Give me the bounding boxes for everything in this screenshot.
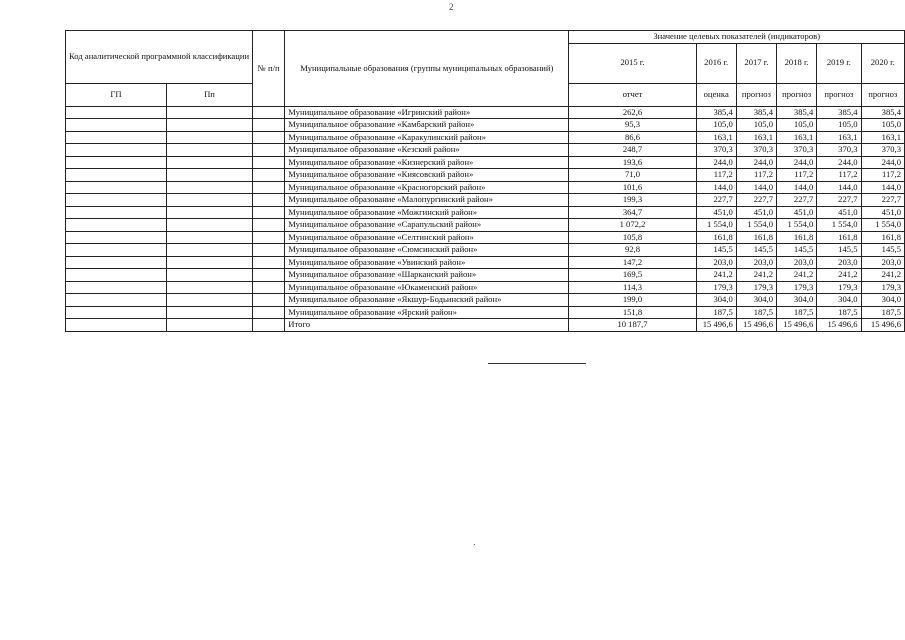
value-cell: 1 554,0 [696, 219, 736, 232]
value-cell: 117,2 [817, 169, 861, 182]
code-pp-cell [166, 106, 252, 119]
value-cell: 304,0 [777, 294, 817, 307]
value-cell: 227,7 [736, 194, 776, 207]
code-pp-cell [166, 219, 252, 232]
value-cell: 105,8 [569, 231, 696, 244]
value-cell: 71,0 [569, 169, 696, 182]
number-cell [253, 181, 285, 194]
value-cell: 145,5 [861, 244, 904, 257]
table-row [66, 131, 905, 144]
header-year: 2017 г. [736, 43, 776, 83]
code-gp-cell [66, 294, 167, 307]
header-gp: ГП [66, 83, 167, 106]
code-pp-cell [166, 169, 252, 182]
code-gp-cell [66, 319, 167, 332]
table-row [66, 244, 905, 257]
value-cell: 86,6 [569, 131, 696, 144]
municipality-cell: Муниципальное образование «Киясовский район» [285, 169, 569, 182]
municipality-cell: Муниципальное образование «Якшур-Бодьинский район» [285, 294, 569, 307]
code-gp-cell [66, 281, 167, 294]
value-cell: 203,0 [861, 256, 904, 269]
municipality-cell: Муниципальное образование «Кезский район» [285, 144, 569, 157]
value-cell: 147,2 [569, 256, 696, 269]
table-row [66, 206, 905, 219]
value-cell: 101,6 [569, 181, 696, 194]
value-cell: 161,8 [696, 231, 736, 244]
value-cell: 385,4 [696, 106, 736, 119]
value-cell: 203,0 [696, 256, 736, 269]
code-gp-cell [66, 131, 167, 144]
value-cell: 179,3 [817, 281, 861, 294]
code-gp-cell [66, 169, 167, 182]
value-cell: 385,4 [817, 106, 861, 119]
value-cell: 117,2 [777, 169, 817, 182]
value-cell: 1 554,0 [736, 219, 776, 232]
table-row [66, 319, 905, 332]
value-cell: 370,3 [696, 144, 736, 157]
table-row [66, 269, 905, 282]
value-cell: 244,0 [696, 156, 736, 169]
header-indicators: Значение целевых показателей (индикаторов) [569, 31, 905, 44]
value-cell: 187,5 [817, 306, 861, 319]
value-cell: 244,0 [861, 156, 904, 169]
municipality-cell: Муниципальное образование «Камбарский район» [285, 119, 569, 132]
number-cell [253, 319, 285, 332]
value-cell: 385,4 [777, 106, 817, 119]
value-cell: 193,6 [569, 156, 696, 169]
value-cell: 114,3 [569, 281, 696, 294]
value-cell: 163,1 [861, 131, 904, 144]
number-cell [253, 106, 285, 119]
value-cell: 385,4 [736, 106, 776, 119]
number-cell [253, 119, 285, 132]
number-cell [253, 294, 285, 307]
code-pp-cell [166, 156, 252, 169]
value-cell: 262,6 [569, 106, 696, 119]
value-cell: 241,2 [696, 269, 736, 282]
signature-line [488, 363, 586, 364]
code-gp-cell [66, 256, 167, 269]
code-gp-cell [66, 231, 167, 244]
value-cell: 15 496,6 [736, 319, 776, 332]
municipality-cell: Итого [285, 319, 569, 332]
header-number: № п/п [253, 31, 285, 107]
value-cell: 10 187,7 [569, 319, 696, 332]
header-pp: Пп [166, 83, 252, 106]
value-cell: 304,0 [817, 294, 861, 307]
value-cell: 117,2 [736, 169, 776, 182]
table-row [66, 181, 905, 194]
value-cell: 105,0 [696, 119, 736, 132]
header-year: 2018 г. [777, 43, 817, 83]
value-cell: 227,7 [777, 194, 817, 207]
number-cell [253, 256, 285, 269]
table-row [66, 144, 905, 157]
value-cell: 451,0 [696, 206, 736, 219]
value-cell: 451,0 [861, 206, 904, 219]
value-cell: 227,7 [696, 194, 736, 207]
code-pp-cell [166, 244, 252, 257]
value-cell: 95,3 [569, 119, 696, 132]
value-cell: 1 554,0 [777, 219, 817, 232]
value-cell: 241,2 [736, 269, 776, 282]
value-cell: 145,5 [817, 244, 861, 257]
value-cell: 187,5 [736, 306, 776, 319]
value-cell: 241,2 [817, 269, 861, 282]
municipality-cell: Муниципальное образование «Селтинский район» [285, 231, 569, 244]
number-cell [253, 244, 285, 257]
header-type: отчет [569, 83, 696, 106]
code-pp-cell [166, 231, 252, 244]
municipality-cell: Муниципальное образование «Кизнерский район» [285, 156, 569, 169]
value-cell: 105,0 [817, 119, 861, 132]
value-cell: 227,7 [861, 194, 904, 207]
municipality-cell: Муниципальное образование «Малопургинский район» [285, 194, 569, 207]
indicators-table [65, 30, 905, 332]
table-row [66, 306, 905, 319]
header-year: 2016 г. [696, 43, 736, 83]
value-cell: 161,8 [736, 231, 776, 244]
number-cell [253, 156, 285, 169]
value-cell: 1 554,0 [861, 219, 904, 232]
code-pp-cell [166, 256, 252, 269]
municipality-cell: Муниципальное образование «Ярский район» [285, 306, 569, 319]
value-cell: 163,1 [736, 131, 776, 144]
municipality-cell: Муниципальное образование «Каракулинский район» [285, 131, 569, 144]
header-code-group: Код аналитической программной классификации [66, 31, 253, 84]
code-gp-cell [66, 181, 167, 194]
value-cell: 241,2 [777, 269, 817, 282]
value-cell: 244,0 [777, 156, 817, 169]
value-cell: 244,0 [736, 156, 776, 169]
header-type: прогноз [817, 83, 861, 106]
value-cell: 117,2 [696, 169, 736, 182]
value-cell: 117,2 [861, 169, 904, 182]
table-row [66, 294, 905, 307]
value-cell: 161,8 [817, 231, 861, 244]
table-row [66, 106, 905, 119]
value-cell: 179,3 [777, 281, 817, 294]
value-cell: 105,0 [736, 119, 776, 132]
code-gp-cell [66, 244, 167, 257]
value-cell: 199,3 [569, 194, 696, 207]
table-row [66, 231, 905, 244]
value-cell: 145,5 [696, 244, 736, 257]
value-cell: 227,7 [817, 194, 861, 207]
value-cell: 1 072,2 [569, 219, 696, 232]
code-pp-cell [166, 281, 252, 294]
code-gp-cell [66, 119, 167, 132]
header-type: прогноз [777, 83, 817, 106]
table-row [66, 281, 905, 294]
header-type: оценка [696, 83, 736, 106]
code-pp-cell [166, 194, 252, 207]
value-cell: 364,7 [569, 206, 696, 219]
code-gp-cell [66, 144, 167, 157]
value-cell: 105,0 [777, 119, 817, 132]
header-year: 2015 г. [569, 43, 696, 83]
value-cell: 144,0 [696, 181, 736, 194]
value-cell: 187,5 [861, 306, 904, 319]
code-pp-cell [166, 319, 252, 332]
header-year: 2020 г. [861, 43, 904, 83]
header-type: прогноз [736, 83, 776, 106]
value-cell: 451,0 [736, 206, 776, 219]
value-cell: 144,0 [777, 181, 817, 194]
value-cell: 163,1 [777, 131, 817, 144]
value-cell: 144,0 [817, 181, 861, 194]
value-cell: 144,0 [861, 181, 904, 194]
header-municipality: Муниципальные образования (группы муниципальных образований) [285, 31, 569, 107]
number-cell [253, 219, 285, 232]
number-cell [253, 194, 285, 207]
code-pp-cell [166, 294, 252, 307]
value-cell: 244,0 [817, 156, 861, 169]
code-pp-cell [166, 144, 252, 157]
value-cell: 199,0 [569, 294, 696, 307]
value-cell: 370,3 [777, 144, 817, 157]
value-cell: 304,0 [696, 294, 736, 307]
page-number: 2 [449, 2, 454, 12]
value-cell: 370,3 [861, 144, 904, 157]
value-cell: 451,0 [777, 206, 817, 219]
value-cell: 163,1 [817, 131, 861, 144]
code-gp-cell [66, 306, 167, 319]
value-cell: 15 496,6 [777, 319, 817, 332]
number-cell [253, 131, 285, 144]
code-pp-cell [166, 119, 252, 132]
value-cell: 15 496,6 [861, 319, 904, 332]
table-row [66, 256, 905, 269]
number-cell [253, 281, 285, 294]
code-gp-cell [66, 106, 167, 119]
scan-speck [474, 544, 475, 545]
municipality-cell: Муниципальное образование «Игринский район» [285, 106, 569, 119]
number-cell [253, 169, 285, 182]
number-cell [253, 306, 285, 319]
header-type: прогноз [861, 83, 904, 106]
value-cell: 161,8 [777, 231, 817, 244]
code-pp-cell [166, 131, 252, 144]
value-cell: 203,0 [736, 256, 776, 269]
number-cell [253, 206, 285, 219]
municipality-cell: Муниципальное образование «Сюмсинский район» [285, 244, 569, 257]
value-cell: 145,5 [777, 244, 817, 257]
value-cell: 203,0 [777, 256, 817, 269]
value-cell: 1 554,0 [817, 219, 861, 232]
value-cell: 248,7 [569, 144, 696, 157]
code-pp-cell [166, 181, 252, 194]
code-pp-cell [166, 206, 252, 219]
value-cell: 370,3 [817, 144, 861, 157]
municipality-cell: Муниципальное образование «Сарапульский район» [285, 219, 569, 232]
value-cell: 179,3 [736, 281, 776, 294]
code-gp-cell [66, 269, 167, 282]
table-row [66, 169, 905, 182]
number-cell [253, 269, 285, 282]
value-cell: 15 496,6 [696, 319, 736, 332]
value-cell: 169,5 [569, 269, 696, 282]
value-cell: 179,3 [861, 281, 904, 294]
value-cell: 385,4 [861, 106, 904, 119]
value-cell: 179,3 [696, 281, 736, 294]
code-pp-cell [166, 269, 252, 282]
code-gp-cell [66, 156, 167, 169]
code-gp-cell [66, 206, 167, 219]
municipality-cell: Муниципальное образование «Шарканский район» [285, 269, 569, 282]
value-cell: 241,2 [861, 269, 904, 282]
municipality-cell: Муниципальное образование «Красногорский район» [285, 181, 569, 194]
value-cell: 161,8 [861, 231, 904, 244]
value-cell: 370,3 [736, 144, 776, 157]
value-cell: 105,0 [861, 119, 904, 132]
table-row [66, 156, 905, 169]
value-cell: 304,0 [861, 294, 904, 307]
value-cell: 304,0 [736, 294, 776, 307]
municipality-cell: Муниципальное образование «Юкаменский район» [285, 281, 569, 294]
municipality-cell: Муниципальное образование «Можгинский район» [285, 206, 569, 219]
value-cell: 15 496,6 [817, 319, 861, 332]
value-cell: 145,5 [736, 244, 776, 257]
number-cell [253, 144, 285, 157]
table-row [66, 194, 905, 207]
number-cell [253, 231, 285, 244]
value-cell: 144,0 [736, 181, 776, 194]
table-row [66, 119, 905, 132]
value-cell: 187,5 [777, 306, 817, 319]
value-cell: 163,1 [696, 131, 736, 144]
value-cell: 187,5 [696, 306, 736, 319]
value-cell: 451,0 [817, 206, 861, 219]
table-row [66, 219, 905, 232]
municipality-cell: Муниципальное образование «Увинский район» [285, 256, 569, 269]
header-row-1 [66, 31, 905, 44]
value-cell: 92,8 [569, 244, 696, 257]
value-cell: 203,0 [817, 256, 861, 269]
code-pp-cell [166, 306, 252, 319]
header-year: 2019 г. [817, 43, 861, 83]
value-cell: 151,8 [569, 306, 696, 319]
code-gp-cell [66, 219, 167, 232]
code-gp-cell [66, 194, 167, 207]
table-body [66, 106, 905, 331]
